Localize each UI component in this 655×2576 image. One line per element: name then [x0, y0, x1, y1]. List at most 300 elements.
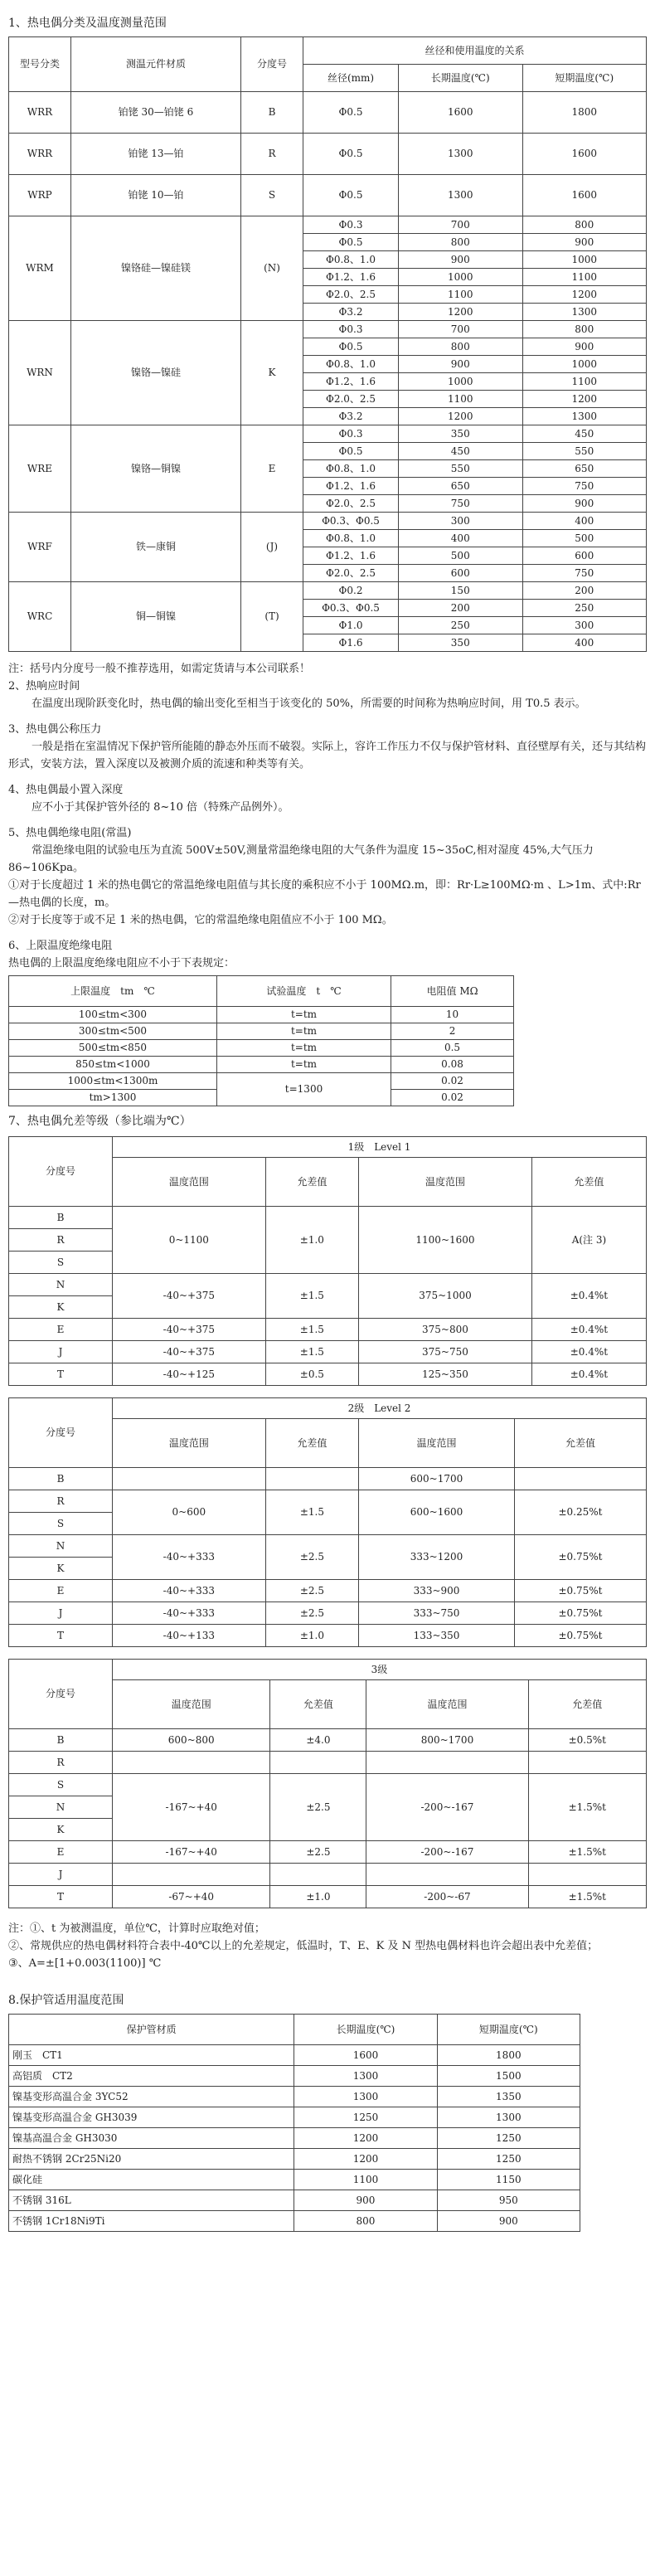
short-temp-cell: 750	[522, 478, 647, 495]
table-row	[9, 1864, 647, 1886]
section-1-title: 1、热电偶分类及温度测量范围	[8, 17, 167, 30]
col-test-temp-header: 试验温度 t ℃	[216, 976, 391, 1007]
grade-note: 注：括号内分度号一般不推荐选用，如需定货请与本公司联系！	[8, 663, 311, 675]
table-row	[9, 582, 647, 600]
tolerance-cell: ±2.5	[270, 1841, 366, 1864]
tube-material-cell: 镍基变形高温合金 GH3039	[9, 2107, 294, 2128]
short-temp-cell: 900	[522, 338, 647, 356]
tube-material-cell: 高铝质 CT2	[9, 2066, 294, 2087]
grade-cell: (T)	[241, 582, 303, 652]
long-temp-cell: 400	[399, 530, 523, 547]
tube-material-cell: 碳化硅	[9, 2170, 294, 2190]
col-tolerance-header: 允差值	[265, 1419, 358, 1468]
diameter-cell: Φ0.5	[303, 338, 399, 356]
long-temp-cell: 150	[399, 582, 523, 600]
range-cell: 375~1000	[359, 1274, 532, 1319]
table-header-row	[9, 976, 514, 1007]
grade-cell: N	[9, 1796, 113, 1819]
table-row	[9, 92, 647, 134]
long-temp-cell: 1300	[294, 2087, 437, 2107]
long-temp-cell: 200	[399, 600, 523, 617]
table-header-row	[9, 37, 647, 65]
range-cell: 333~900	[359, 1580, 515, 1602]
diameter-cell: Φ0.3	[303, 321, 399, 338]
col-range-header: 温度范围	[113, 1680, 270, 1729]
long-temp-cell: 900	[399, 251, 523, 269]
table-row	[9, 1774, 647, 1796]
grade-cell: R	[9, 1490, 113, 1513]
long-temp-cell: 350	[399, 425, 523, 443]
short-temp-cell: 1200	[522, 391, 647, 408]
section-5-clause-2: ②对于长度等于或不足 1 米的热电偶，它的常温绝缘电阻值应不小于 100 MΩ。	[8, 914, 393, 926]
short-temp-cell: 1000	[522, 356, 647, 373]
material-cell: 铁—康铜	[71, 513, 241, 582]
section-2-text: 在温度出现阶跃变化时，热电偶的输出变化至相当于该变化的 50%，所需要的时间称为热响应时间，用 T0.5 表示。	[32, 697, 586, 710]
type-cell: WRC	[9, 582, 71, 652]
thermocouple-classification-table	[8, 36, 647, 652]
table-row	[9, 513, 647, 530]
tolerance-note-1: 注：①、t 为被测温度，单位℃，计算时应取绝对值；	[8, 1922, 265, 1935]
short-temp-cell: 1600	[522, 134, 647, 175]
table-row	[9, 1752, 647, 1774]
upper-temp-cell: 100≤tm<300	[9, 1007, 217, 1023]
short-temp-cell: 1300	[522, 408, 647, 425]
resistance-cell: 10	[391, 1007, 514, 1023]
short-temp-cell: 750	[522, 565, 647, 582]
type-cell: WRP	[9, 175, 71, 216]
col-diameter-header: 丝径(mm)	[303, 65, 399, 92]
short-temp-cell: 1150	[437, 2170, 580, 2190]
diameter-cell: Φ0.3、Φ0.5	[303, 600, 399, 617]
tolerance-cell: ±1.0	[265, 1625, 358, 1647]
range-cell: 1100~1600	[359, 1207, 532, 1274]
level-row	[9, 1398, 647, 1419]
tolerance-cell: ±0.4%t	[531, 1341, 646, 1363]
col-tolerance-header: 允差值	[531, 1158, 646, 1207]
table-row	[9, 1468, 647, 1490]
diameter-cell: Φ3.2	[303, 304, 399, 321]
table-row	[9, 425, 647, 443]
long-temp-cell: 1250	[294, 2107, 437, 2128]
test-temp-cell: t=tm	[216, 1023, 391, 1040]
diameter-cell: Φ1.2、1.6	[303, 269, 399, 286]
short-temp-cell: 1100	[522, 373, 647, 391]
insulation-resistance-table	[8, 975, 514, 1106]
col-range-header: 温度范围	[359, 1158, 532, 1207]
diameter-cell: Φ2.0、2.5	[303, 391, 399, 408]
grade-cell: (J)	[241, 513, 303, 582]
grade-cell: E	[241, 425, 303, 513]
range-cell	[113, 1864, 270, 1886]
short-temp-cell: 1800	[437, 2045, 580, 2066]
diameter-cell: Φ1.2、1.6	[303, 478, 399, 495]
diameter-cell: Φ1.2、1.6	[303, 547, 399, 565]
tolerance-cell: ±1.5	[265, 1341, 358, 1363]
col-short-header: 短期温度(℃)	[522, 65, 647, 92]
grade-cell: J	[9, 1341, 113, 1363]
material-cell: 铂铑 10—铂	[71, 175, 241, 216]
grade-cell: J	[9, 1602, 113, 1625]
short-temp-cell: 650	[522, 460, 647, 478]
col-type-header: 型号分类	[9, 37, 71, 92]
grade-cell: S	[9, 1252, 113, 1274]
tolerance-cell: ±1.0	[270, 1886, 366, 1908]
tolerance-cell: ±0.75%t	[514, 1602, 646, 1625]
range-cell: -40~+333	[113, 1580, 266, 1602]
level-row	[9, 1137, 647, 1158]
upper-temp-cell: 300≤tm<500	[9, 1023, 217, 1040]
range-cell: 800~1700	[366, 1729, 528, 1752]
test-temp-cell: t=tm	[216, 1057, 391, 1073]
table-row	[9, 216, 647, 234]
section-4-text: 应不小于其保护管外径的 8~10 倍（特殊产品例外）。	[32, 801, 289, 814]
table-row	[9, 1580, 647, 1602]
long-temp-cell: 750	[399, 495, 523, 513]
tube-material-cell: 镍基高温合金 GH3030	[9, 2128, 294, 2149]
short-temp-cell: 200	[522, 582, 647, 600]
short-temp-cell: 1250	[437, 2128, 580, 2149]
table-row	[9, 1007, 514, 1023]
level-label: 2级 Level 2	[113, 1398, 647, 1419]
col-grade-header: 分度号	[241, 37, 303, 92]
range-cell: 333~1200	[359, 1535, 515, 1580]
diameter-cell: Φ1.2、1.6	[303, 373, 399, 391]
tolerance-cell: ±0.75%t	[514, 1625, 646, 1647]
test-temp-cell: t=1300	[216, 1073, 391, 1106]
short-temp-cell: 550	[522, 443, 647, 460]
tolerance-cell: ±0.4%t	[531, 1274, 646, 1319]
grade-cell: K	[9, 1296, 113, 1319]
long-temp-cell: 1100	[399, 286, 523, 304]
range-cell: 0~600	[113, 1490, 266, 1535]
resistance-cell: 2	[391, 1023, 514, 1040]
tolerance-note-3: ③、A=±[1+0.003(1100)] ℃	[8, 1957, 162, 1970]
upper-temp-cell: 850≤tm<1000	[9, 1057, 217, 1073]
tolerance-cell: ±1.5	[265, 1274, 358, 1319]
grade-cell: J	[9, 1864, 113, 1886]
col-range-header: 温度范围	[113, 1419, 266, 1468]
grade-cell: S	[241, 175, 303, 216]
long-temp-cell: 1200	[294, 2149, 437, 2170]
short-temp-cell: 450	[522, 425, 647, 443]
long-temp-cell: 650	[399, 478, 523, 495]
grade-cell: N	[9, 1535, 113, 1558]
grade-cell: E	[9, 1841, 113, 1864]
diameter-cell: Φ0.3	[303, 425, 399, 443]
short-temp-cell: 250	[522, 600, 647, 617]
type-cell: WRM	[9, 216, 71, 321]
material-cell: 镍铬硅—镍硅镁	[71, 216, 241, 321]
range-cell: 600~1600	[359, 1490, 515, 1535]
range-cell: -200~-167	[366, 1841, 528, 1864]
long-temp-cell: 600	[399, 565, 523, 582]
short-temp-cell: 800	[522, 321, 647, 338]
col-grade-header: 分度号	[9, 1398, 113, 1468]
material-cell: 铂铑 30—铂铑 6	[71, 92, 241, 134]
table-row	[9, 134, 647, 175]
tolerance-table-level-2	[8, 1397, 647, 1647]
long-temp-cell: 1100	[399, 391, 523, 408]
grade-cell: K	[9, 1558, 113, 1580]
level-label: 1级 Level 1	[113, 1137, 647, 1158]
table-row	[9, 1207, 647, 1229]
short-temp-cell: 400	[522, 513, 647, 530]
tolerance-cell	[270, 1864, 366, 1886]
grade-cell: R	[241, 134, 303, 175]
col-material-header: 保护管材质	[9, 2015, 294, 2045]
grade-cell: B	[9, 1729, 113, 1752]
test-temp-cell: t=tm	[216, 1007, 391, 1023]
diameter-cell: Φ1.6	[303, 634, 399, 652]
section-3-text: 一般是指在室温情况下保护管所能随的静态外压而不破裂。实际上，容许工作压力不仅与保护管材料、直径壁厚有关，还与其结构形式，安装方法，置入深度以及被测介质的流速和种类等有关。	[8, 741, 647, 770]
range-cell: 333~750	[359, 1602, 515, 1625]
long-temp-cell: 800	[294, 2211, 437, 2232]
table-row	[9, 2107, 580, 2128]
long-temp-cell: 1000	[399, 373, 523, 391]
diameter-cell: Φ0.3、Φ0.5	[303, 513, 399, 530]
tolerance-table-level-3	[8, 1659, 647, 1908]
range-cell: -200~-167	[366, 1774, 528, 1841]
diameter-cell: Φ0.2	[303, 582, 399, 600]
table-row	[9, 1841, 647, 1864]
table-row	[9, 1886, 647, 1908]
short-temp-cell: 800	[522, 216, 647, 234]
diameter-cell: Φ0.5	[303, 134, 399, 175]
col-resistance-header: 电阻值 MΩ	[391, 976, 514, 1007]
tolerance-cell: ±2.5	[270, 1774, 366, 1841]
diameter-cell: Φ0.5	[303, 175, 399, 216]
range-cell: 600~800	[113, 1729, 270, 1752]
diameter-cell: Φ0.5	[303, 92, 399, 134]
long-temp-cell: 700	[399, 216, 523, 234]
grade-cell: B	[241, 92, 303, 134]
table-row	[9, 2170, 580, 2190]
diameter-cell: Φ0.3	[303, 216, 399, 234]
diameter-cell: Φ0.8、1.0	[303, 530, 399, 547]
grade-cell: T	[9, 1886, 113, 1908]
short-temp-cell: 1300	[437, 2107, 580, 2128]
range-cell: -40~+333	[113, 1535, 266, 1580]
table-row	[9, 2087, 580, 2107]
grade-cell: T	[9, 1625, 113, 1647]
diameter-cell: Φ2.0、2.5	[303, 495, 399, 513]
long-temp-cell: 350	[399, 634, 523, 652]
table-row	[9, 1040, 514, 1057]
protection-tube-table	[8, 2014, 580, 2232]
diameter-cell: Φ2.0、2.5	[303, 565, 399, 582]
col-range-header: 温度范围	[113, 1158, 266, 1207]
short-temp-cell: 1600	[522, 175, 647, 216]
col-tolerance-header: 允差值	[265, 1158, 358, 1207]
tolerance-cell	[528, 1864, 647, 1886]
section-4-title: 4、热电偶最小置入深度	[8, 784, 124, 796]
long-temp-cell: 1300	[399, 175, 523, 216]
long-temp-cell: 1200	[399, 408, 523, 425]
range-cell: -167~+40	[113, 1841, 270, 1864]
range-cell: 375~800	[359, 1319, 532, 1341]
table-row	[9, 1319, 647, 1341]
range-cell: 375~750	[359, 1341, 532, 1363]
section-6-title: 6、上限温度绝缘电阻	[8, 940, 113, 952]
table-row	[9, 2066, 580, 2087]
tube-material-cell: 不锈钢 1Cr18Ni9Ti	[9, 2211, 294, 2232]
long-temp-cell: 500	[399, 547, 523, 565]
long-temp-cell: 250	[399, 617, 523, 634]
table-row	[9, 1625, 647, 1647]
table-row	[9, 1490, 647, 1513]
tolerance-cell: ±2.5	[265, 1580, 358, 1602]
grade-cell: T	[9, 1363, 113, 1386]
tolerance-cell: ±0.5	[265, 1363, 358, 1386]
material-cell: 铜—铜镍	[71, 582, 241, 652]
range-cell: -40~+125	[113, 1363, 266, 1386]
long-temp-cell: 1100	[294, 2170, 437, 2190]
table-row	[9, 2149, 580, 2170]
tolerance-cell: ±1.5%t	[528, 1774, 647, 1841]
table-row	[9, 1729, 647, 1752]
upper-temp-cell: tm>1300	[9, 1090, 217, 1106]
short-temp-cell: 900	[522, 234, 647, 251]
long-temp-cell: 1200	[294, 2128, 437, 2149]
range-cell: -167~+40	[113, 1774, 270, 1841]
table-row	[9, 175, 647, 216]
upper-temp-cell: 1000≤tm<1300m	[9, 1073, 217, 1090]
tolerance-cell: ±2.5	[265, 1602, 358, 1625]
short-temp-cell: 1300	[522, 304, 647, 321]
long-temp-cell: 1600	[294, 2045, 437, 2066]
range-cell: -67~+40	[113, 1886, 270, 1908]
tolerance-cell: ±0.75%t	[514, 1535, 646, 1580]
tolerance-cell: ±1.5	[265, 1490, 358, 1535]
level-label: 3级	[113, 1660, 647, 1680]
range-cell	[366, 1864, 528, 1886]
grade-cell: N	[9, 1274, 113, 1296]
resistance-cell: 0.08	[391, 1057, 514, 1073]
diameter-cell: Φ0.5	[303, 443, 399, 460]
short-temp-cell: 1800	[522, 92, 647, 134]
range-cell: -40~+133	[113, 1625, 266, 1647]
long-temp-cell: 800	[399, 338, 523, 356]
diameter-cell: Φ1.0	[303, 617, 399, 634]
grade-cell: S	[9, 1774, 113, 1796]
range-cell: -200~-67	[366, 1886, 528, 1908]
tolerance-table-level-1	[8, 1136, 647, 1386]
col-short-header: 短期温度(℃)	[437, 2015, 580, 2045]
range-cell: -40~+375	[113, 1319, 266, 1341]
tolerance-cell: ±0.25%t	[514, 1490, 646, 1535]
table-row	[9, 1341, 647, 1363]
tolerance-cell: ±2.5	[265, 1535, 358, 1580]
tolerance-cell: ±1.5%t	[528, 1886, 647, 1908]
long-temp-cell: 1300	[399, 134, 523, 175]
tolerance-cell: ±1.5%t	[528, 1841, 647, 1864]
section-5-text: 常温绝缘电阻的试验电压为直流 500V±50V,测量常温绝缘电阻的大气条件为温度 15~35oC,相对湿度 45%,大气压力 86~106Kpa。	[8, 844, 594, 874]
tolerance-cell: A(注 3)	[531, 1207, 646, 1274]
short-temp-cell: 1350	[437, 2087, 580, 2107]
short-temp-cell: 1250	[437, 2149, 580, 2170]
upper-temp-cell: 500≤tm<850	[9, 1040, 217, 1057]
resistance-cell: 0.02	[391, 1073, 514, 1090]
long-temp-cell: 550	[399, 460, 523, 478]
long-temp-cell: 700	[399, 321, 523, 338]
material-cell: 铂铑 13—铂	[71, 134, 241, 175]
section-2-title: 2、热响应时间	[8, 680, 80, 693]
col-long-header: 长期温度(℃)	[294, 2015, 437, 2045]
test-temp-cell: t=tm	[216, 1040, 391, 1057]
long-temp-cell: 900	[399, 356, 523, 373]
diameter-cell: Φ2.0、2.5	[303, 286, 399, 304]
tolerance-cell	[514, 1468, 646, 1490]
col-range-header: 温度范围	[366, 1680, 528, 1729]
type-cell: WRR	[9, 92, 71, 134]
short-temp-cell: 900	[522, 495, 647, 513]
diameter-cell: Φ0.8、1.0	[303, 251, 399, 269]
table-row	[9, 1602, 647, 1625]
section-3-title: 3、热电偶公称压力	[8, 723, 102, 736]
range-cell: -40~+375	[113, 1274, 266, 1319]
type-cell: WRR	[9, 134, 71, 175]
material-cell: 镍铬—铜镍	[71, 425, 241, 513]
tolerance-cell	[265, 1468, 358, 1490]
tolerance-cell	[528, 1752, 647, 1774]
table-header-row	[9, 2015, 580, 2045]
long-temp-cell: 1000	[399, 269, 523, 286]
col-grade-header: 分度号	[9, 1137, 113, 1207]
tolerance-note-2: ②、常规供应的热电偶材料符合表中-40℃以上的允差规定，低温时，T、E、K 及 N 型热电偶材料也许会超出表中允差值；	[8, 1940, 599, 1952]
short-temp-cell: 500	[522, 530, 647, 547]
diameter-cell: Φ3.2	[303, 408, 399, 425]
section-5-title: 5、热电偶绝缘电阻(常温)	[8, 827, 132, 839]
tolerance-cell: ±0.5%t	[528, 1729, 647, 1752]
table-row	[9, 1057, 514, 1073]
range-cell: 600~1700	[359, 1468, 515, 1490]
range-cell	[113, 1752, 270, 1774]
short-temp-cell: 300	[522, 617, 647, 634]
col-relation-header: 丝径和使用温度的关系	[303, 37, 647, 65]
diameter-cell: Φ0.8、1.0	[303, 460, 399, 478]
short-temp-cell: 1500	[437, 2066, 580, 2087]
col-grade-header: 分度号	[9, 1660, 113, 1729]
tolerance-cell: ±1.0	[265, 1207, 358, 1274]
short-temp-cell: 1000	[522, 251, 647, 269]
col-tolerance-header: 允差值	[514, 1419, 646, 1468]
level-row	[9, 1660, 647, 1680]
col-tolerance-header: 允差值	[528, 1680, 647, 1729]
table-row	[9, 1274, 647, 1296]
table-row	[9, 1363, 647, 1386]
short-temp-cell: 950	[437, 2190, 580, 2211]
grade-cell: E	[9, 1580, 113, 1602]
resistance-cell: 0.5	[391, 1040, 514, 1057]
resistance-cell: 0.02	[391, 1090, 514, 1106]
tolerance-cell: ±0.75%t	[514, 1580, 646, 1602]
tube-material-cell: 镍基变形高温合金 3YC52	[9, 2087, 294, 2107]
range-cell: 125~350	[359, 1363, 532, 1386]
table-row	[9, 1535, 647, 1558]
section-7-title: 7、热电偶允差等级（参比端为℃）	[8, 1115, 192, 1128]
range-cell: -40~+375	[113, 1341, 266, 1363]
grade-cell: (N)	[241, 216, 303, 321]
col-range-header: 温度范围	[359, 1419, 515, 1468]
diameter-cell: Φ0.5	[303, 234, 399, 251]
type-cell: WRN	[9, 321, 71, 425]
grade-cell: E	[9, 1319, 113, 1341]
diameter-cell: Φ0.8、1.0	[303, 356, 399, 373]
col-material-header: 测温元件材质	[71, 37, 241, 92]
long-temp-cell: 800	[399, 234, 523, 251]
type-cell: WRF	[9, 513, 71, 582]
tube-material-cell: 刚玉 CT1	[9, 2045, 294, 2066]
